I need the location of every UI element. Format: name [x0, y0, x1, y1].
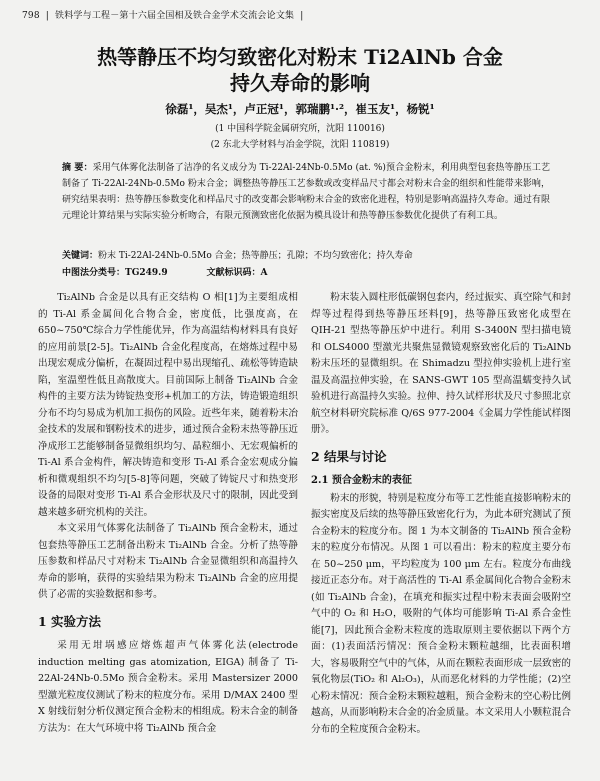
- methods-paragraph-2: 粉末装入圆柱形低碳钢包套内，经过振实、真空除气和封焊等过程得到热等静压坯料[9]，热等静压致密化成型在 QIH-21 型热等静压炉中进行。利用 S-3400N 型扫描电镜和 OLS4000 型激光共聚焦显微镜观察致密化后的 Ti₂AlNb 粉末压坯的显微组织。在 Shimadzu 型拉伸实验机上进行室温及高温拉伸实验，在 SANS-GWT 105 型高温蠕变持久试验机进行高温持久实验。拉伸、持久试样形状及尺寸参照北京航空材料研究院标准 Q/6S 977-2004《金属力学性能试样图册》。: [311, 292, 571, 435]
- right-column: [311, 290, 571, 738]
- page-number: 798: [22, 11, 40, 21]
- journal-name: 铁料学与工程－第十六届全国相及铁合金学术交流会论文集: [55, 11, 295, 21]
- affiliation-2: (2 东北大学材料与冶金学院，沈阳 110819): [210, 140, 390, 150]
- classification: [62, 265, 550, 278]
- authors: 徐磊¹，吴杰¹，卢正冠¹，郭瑞鹏¹·²，崔玉友¹，杨锐¹: [165, 102, 435, 116]
- methods-paragraph-1: 采用无坩埚感应熔炼超声气体雾化法(electrode induction melting gas atomization, EIGA) 制备了 Ti-22Al-24Nb-0.5Mo 预合金粉末。采用 Mastersizer 2000 型激光粒度仪测试了粉末的粒度分布。采用 D/MAX 2400 型 X 射线衍射分析仪测定预合金粉末的相组成。粉末合金的制备方法为：在大气环境中将 Ti₂AlNb 预合金: [38, 640, 298, 734]
- results-paragraph-1: 粉末的形貌，特别是粒度分布等工艺性能直接影响粉末的振实密度及后续的热等静压致密化行为，为此本研究测试了预合金粉末的粒度分布。图 1 为本文制备的 Ti₂AlNb 预合金粉末的粒度分布情况。从图 1 可以看出：粉末的粒度主要分布在 50~250 μm，平均粒度为 100 μm 左右。粒度分布曲线接近正态分布。对于高活性的 Ti-Al 系金属间化合物合金粉末(如 Ti₂AlNb 合金)，在填充和振实过程中粉末表面会吸附空气中的 O₂ 和 H₂O，吸附的气体均可能影响 Ti-Al 系合金性能[7]，因此预合金粉末粒度的选取原则主要依据以下两个方面：(1)表面活污情况：预合金粉末颗粒越细，比表面积增大，容易吸附空气中的气体，从而在颗粒表面形成一层致密的氧化物层(TiO₂ 和 Al₂O₃)，从而恶化材料的力学性能；(2)空心粉末情况：预合金粉末颗粒越粗，预合金粉末的空心粉比例越高，从而影响粉末合金的冶金质量。本文采用人小颗粒混合分布的全粒度预合金粉末。: [311, 492, 571, 735]
- keywords-text: 粉末 Ti-22Al-24Nb-0.5Mo 合金；热等静压；孔隙；不均匀致密化；持久寿命: [98, 251, 413, 261]
- clc-value: TG249.9: [125, 268, 168, 278]
- left-column: [38, 290, 298, 737]
- keywords: [62, 248, 550, 261]
- intro-paragraph-1: Ti₂AlNb 合金是以具有正交结构 O 相[1]为主要组成相的 Ti-Al 系金属间化合物合金，密度低，比强度高，在 650~750℃综合力学性能优异，作为高温结构材料具有良好的应用前景[2-5]。Ti₂AlNb 合金化程度高，在熔炼过程中易出现宏观成分偏析，在凝固过程中易出现缩孔、疏松等铸造缺陷，室温塑性低且高散度大。目前国际上制备 Ti₂AlNb 合金构件的主要方法为铸锭热变形+机加工的方法，铸造锻造组织分布不均匀易成为机加工损伤的风险。近些年来，随着粉末冶金技术的发展和钢粉技术的进步，通过预合金粉末热等静压近净成形工艺能够制备显微组织均匀、晶粒细小、无宏观偏析的 Ti-Al 系合金构件，解决铸造和变形 Ti-Al 系合金宏观成分偏析和微观组织不均匀[5-8]等问题，突破了铸锭尺寸和热变形设备的局限对变形 Ti-Al 系合金形状及尺寸的限制，因此受到越来越多研究机构的关注。: [38, 292, 298, 518]
- abstract: [62, 160, 550, 224]
- abstract-text: 采用气体雾化法制备了洁净的名义成分为 Ti-22Al-24Nb-0.5Mo (at. %)预合金粉末，利用典型包套热等静压工艺制备了 Ti-22Al-24Nb-0.5Mo 粉末合金；调整热等静压工艺参数或改变样品尺寸都会对粉末合金的组织和性能带来影响，研究结果表明：热等静压参数变化和样品尺寸的改变都会影响粉末合金的致密化进程，特别是影响高温持久寿命。通过有限元理论计算结果与实际实验分析吻合，有限元预测致密化依据为模具设计和热等静压参数优化提供了有利工具。: [62, 163, 551, 221]
- abstract-label: 摘 要：: [62, 163, 93, 173]
- affiliation-1: (1 中国科学院金属研究所，沈阳 110016): [215, 124, 385, 134]
- running-head: 798 | 铁料学与工程－第十六届全国相及铁合金学术交流会论文集 |: [22, 11, 304, 21]
- subsection-2-1-heading: 2.1 预合金粉末的表征: [311, 475, 412, 486]
- clc-label: 中图法分类号：: [62, 268, 126, 278]
- doc-code-value: A: [260, 268, 268, 278]
- section-2-heading: 2 结果与讨论: [311, 448, 387, 464]
- keywords-label: 关键词：: [62, 251, 99, 261]
- intro-paragraph-2: 本文采用气体雾化法制备了 Ti₂AlNb 预合金粉末，通过包套热等静压工艺制备出粉末 Ti₂AlNb 合金。分析了热等静压参数和样品尺寸对粉末 Ti₂AlNb 合金显微组织和高温持久寿命的影响，获得的实验结果为粉末 Ti₂AlNb 合金的应用提供了必需的实验数据和参考。: [38, 523, 298, 600]
- paper-title-line2: 持久寿命的影响: [230, 71, 370, 95]
- section-1-heading: 1 实验方法: [38, 613, 102, 629]
- doc-code-label: 文献标识码：: [206, 268, 261, 278]
- paper-title-line1: 热等静压不均匀致密化对粉末 Ti2AlNb 合金: [97, 45, 503, 69]
